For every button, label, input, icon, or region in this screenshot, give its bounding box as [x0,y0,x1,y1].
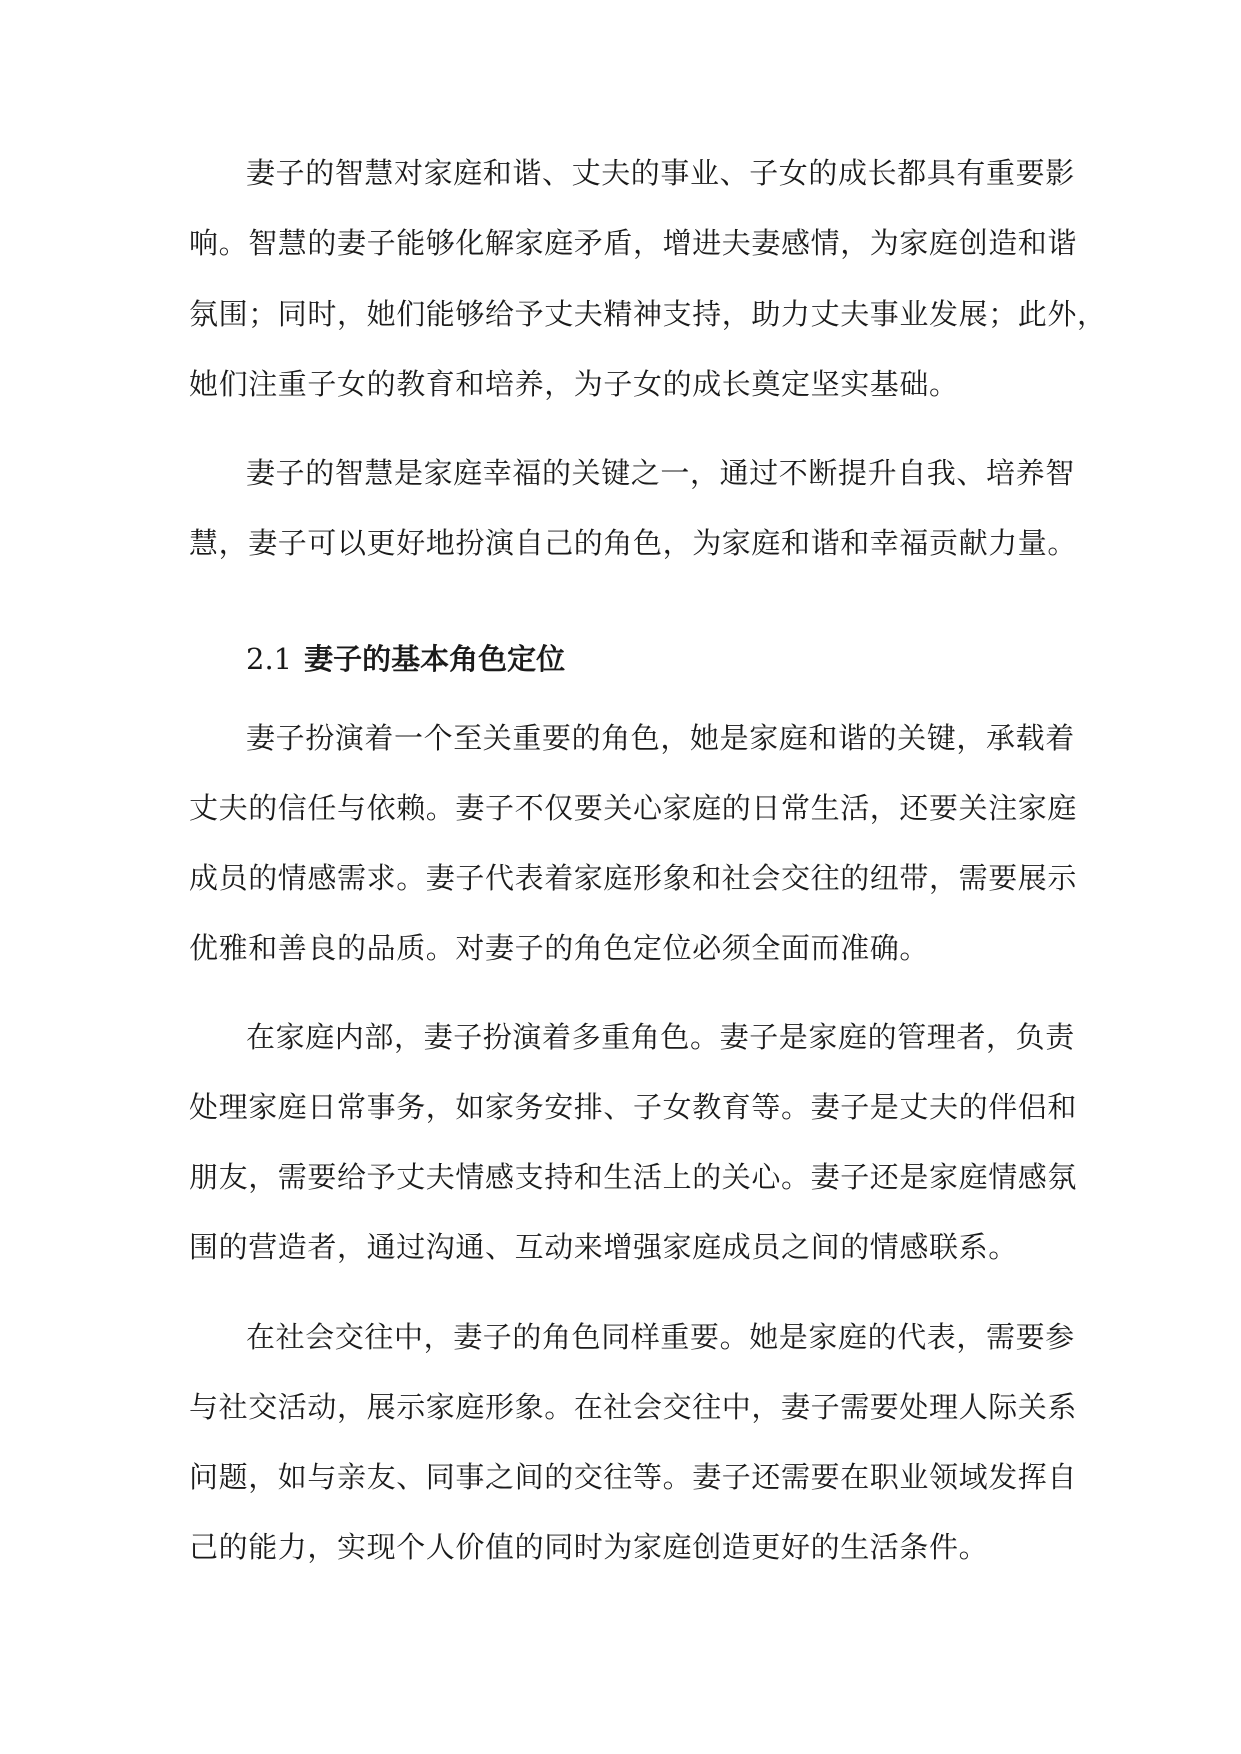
paragraph-line: 在社会交往中，妻子的角色同样重要。她是家庭的代表，需要参 [246,1320,1075,1354]
paragraph-line: 妻子的智慧是家庭幸福的关键之一，通过不断提升自我、培养智 [246,456,1075,490]
paragraph-line: 氛围；同时，她们能够给予丈夫精神支持，助力丈夫事业发展；此外， [189,297,1107,331]
paragraph-line: 妻子的智慧对家庭和谐、丈夫的事业、子女的成长都具有重要影 [246,156,1075,190]
paragraph-line: 优雅和善良的品质。对妻子的角色定位必须全面而准确。 [189,931,930,965]
paragraph-line: 慧，妻子可以更好地扮演自己的角色，为家庭和谐和幸福贡献力量。 [189,526,1078,560]
paragraph-line: 己的能力，实现个人价值的同时为家庭创造更好的生活条件。 [189,1530,989,1564]
paragraph-line: 围的营造者，通过沟通、互动来增强家庭成员之间的情感联系。 [189,1230,1018,1264]
paragraph-line: 问题，如与亲友、同事之间的交往等。妻子还需要在职业领域发挥自 [189,1460,1078,1494]
paragraph-line: 她们注重子女的教育和培养，为子女的成长奠定坚实基础。 [189,367,959,401]
paragraph-line: 成员的情感需求。妻子代表着家庭形象和社会交往的纽带，需要展示 [189,861,1078,895]
section-title: 妻子的基本角色定位 [304,642,566,676]
paragraph-line: 朋友，需要给予丈夫情感支持和生活上的关心。妻子还是家庭情感氛 [189,1160,1078,1194]
paragraph-line: 在家庭内部，妻子扮演着多重角色。妻子是家庭的管理者，负责 [246,1020,1075,1054]
paragraph-line: 处理家庭日常事务，如家务安排、子女教育等。妻子是丈夫的伴侣和 [189,1090,1078,1124]
paragraph-line: 响。智慧的妻子能够化解家庭矛盾，增进夫妻感情，为家庭创造和谐 [189,226,1078,260]
section-heading [246,639,946,679]
paragraph-line: 与社交活动，展示家庭形象。在社会交往中，妻子需要处理人际关系 [189,1390,1078,1424]
paragraph-line: 丈夫的信任与依赖。妻子不仅要关心家庭的日常生活，还要关注家庭 [189,791,1078,825]
section-number: 2.1 [246,642,293,676]
paragraph-line: 妻子扮演着一个至关重要的角色，她是家庭和谐的关键，承载着 [246,721,1075,755]
